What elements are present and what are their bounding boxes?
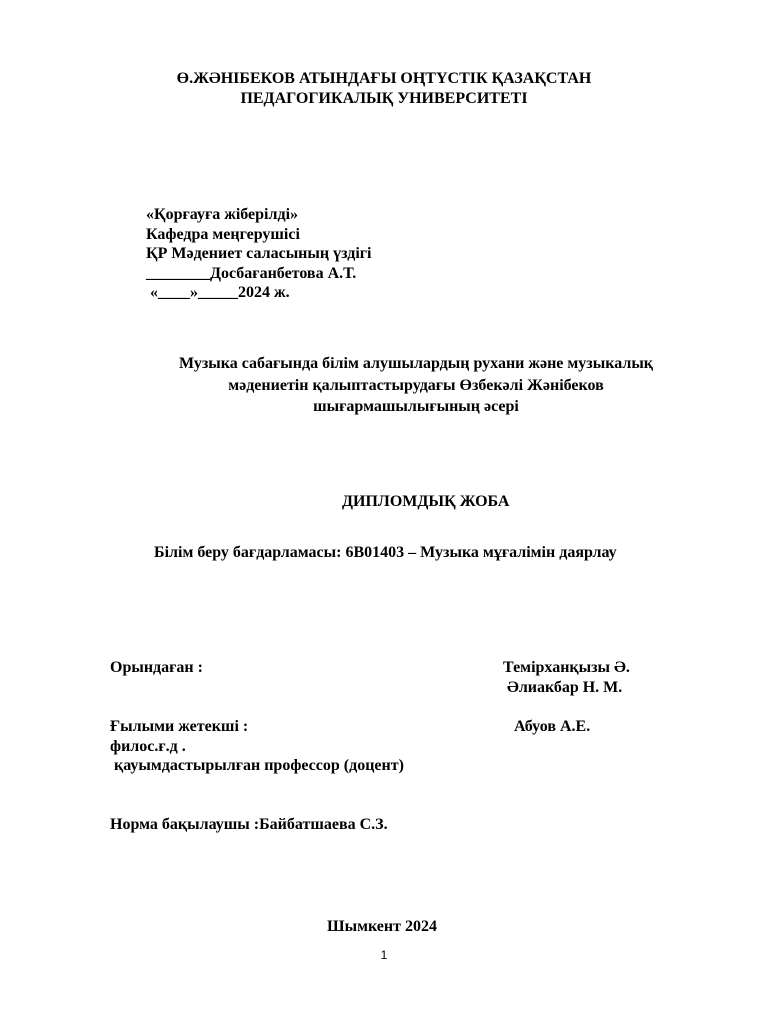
university-name: [0, 69, 768, 109]
thesis-topic-line2: мәдениетін қалыптастырудағы Өзбекәлі Жәнібеков: [228, 376, 604, 394]
approval-signature: ________Досбағанбетова А.Т.: [146, 264, 357, 282]
education-program: Білім беру бағдарламасы: 6В01403 – Музыка мұғалімін даярлау: [154, 544, 617, 561]
norm-control: Норма бақылаушы :Байбатшаева С.З.: [110, 816, 388, 833]
student-name-1: Темірханқызы Ә.: [503, 659, 630, 676]
thesis-topic-line1: Музыка сабағында білім алушылардың рухани және музыкалық: [178, 355, 654, 372]
supervisor-name: Абуов А.Е.: [514, 718, 591, 735]
approval-block: [146, 205, 372, 303]
thesis-topic-line3: шығармашылығының әсері: [313, 398, 519, 415]
document-type: ДИПЛОМДЫҚ ЖОБА: [342, 493, 510, 510]
student-name-2: Әлиакбар Н. М.: [507, 679, 623, 696]
approval-position: Кафедра меңгерушісі: [146, 225, 300, 243]
approval-date: «____»_____2024 ж.: [146, 284, 290, 301]
university-name-line2: ПЕДАГОГИКАЛЫҚ УНИВЕРСИТЕТІ: [240, 90, 528, 107]
city-year: Шымкент 2024: [327, 918, 437, 935]
university-name-line1: Ө.ЖӘНІБЕКОВ АТЫНДАҒЫ ОҢТҮСТІК ҚАЗАҚСТАН: [176, 70, 592, 87]
approval-heading: «Қорғауға жіберілді»: [146, 206, 299, 223]
supervisor-title: қауымдастырылған профессор (доцент): [110, 757, 404, 774]
approval-honor: ҚР Мәдениет саласының үздігі: [146, 245, 372, 262]
page-number: 1: [380, 948, 388, 962]
supervisor-label: Ғылыми жетекші :: [110, 718, 249, 735]
performed-by-label: Орындаған :: [110, 659, 203, 676]
supervisor-degree: филос.ғ.д .: [110, 738, 186, 755]
thesis-topic: [140, 353, 692, 418]
